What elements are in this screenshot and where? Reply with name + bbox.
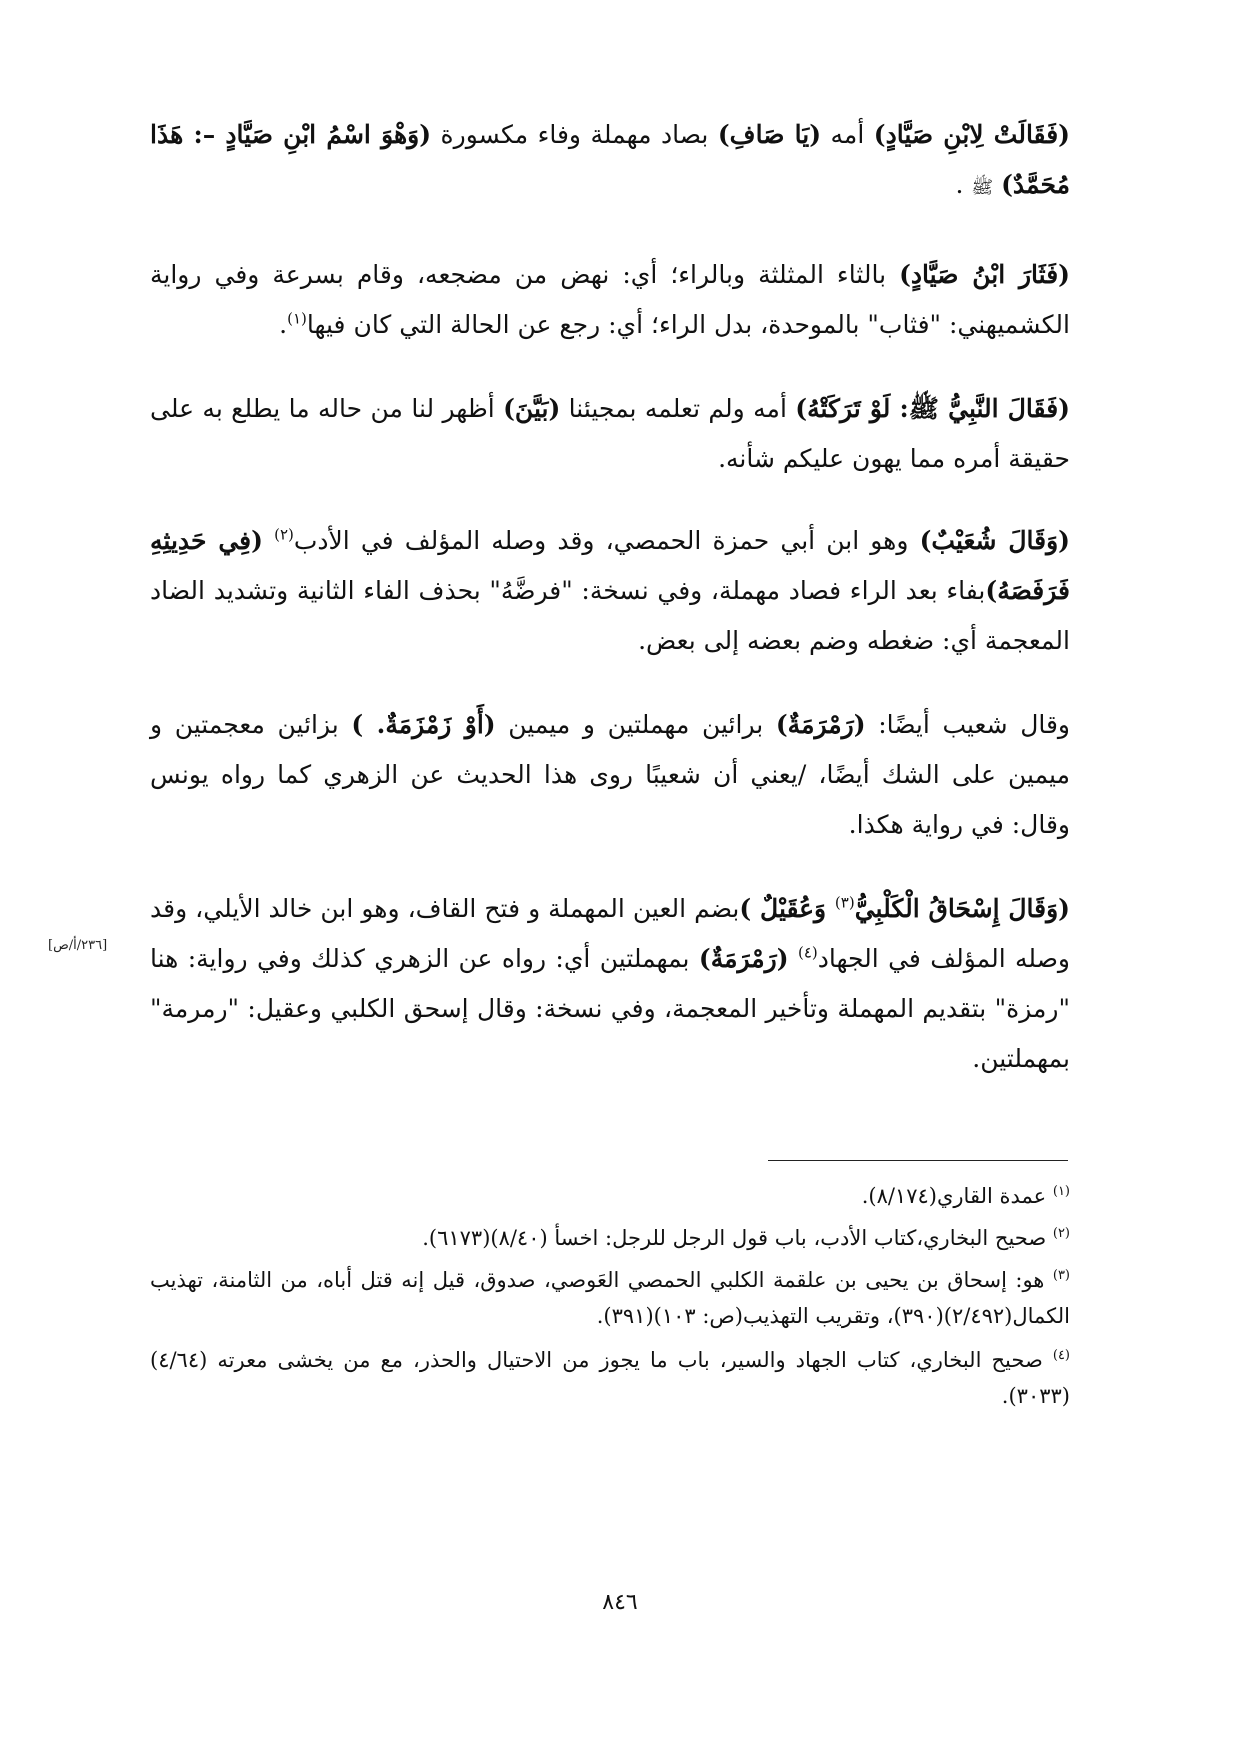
footnote-ref[interactable]: (٤) [797, 943, 818, 962]
hadith-text: (فَقَالَ النَّبِيُّ ﷺ: لَوْ تَرَكَتْهُ) [795, 394, 1070, 423]
footnote-mark: (٤) [1052, 1348, 1070, 1363]
paragraph-5 [150, 700, 1070, 850]
footnote-ref[interactable]: (٣) [834, 893, 855, 912]
commentary-text: برائين مهملتين و ميمين [495, 710, 776, 739]
hadith-text: (أَوْ زَمْزَمَةٌ. ) [351, 710, 496, 739]
salutation-glyph: ﷺ [971, 177, 994, 198]
page-number: ٨٤٦ [602, 1590, 638, 1615]
spacer-text [263, 526, 274, 555]
footnote-2 [150, 1220, 1070, 1256]
commentary-text: بضم العين المهملة و فتح القاف، وهو ابن خالد الأيلي، وقد وصله المؤلف في الجهاد [150, 894, 1071, 973]
commentary-text: وقال شعيب أيضًا: [865, 710, 1071, 739]
commentary-text: بمهملتين أي: رواه عن الزهري كذلك وفي رواية: هنا "رمزة" بتقديم المهملة وتأخير المعجمة، وفي نسخة: وقال إسحق الكلبي وعقيل: "رمرمة" بمهملتين. [150, 944, 1070, 1073]
footnote-text: هو: إسحاق بن يحيى بن علقمة الكلبي الحمصي العَوصي، صدوق، قيل إنه قتل أباه، من الثامنة، تهذيب الكمال(٢/٤٩٢)(٣٩٠)، وتقريب التهذيب(ص: ١٠٣)(٣٩١). [150, 1268, 1070, 1328]
footnote-text: عمدة القاري(٨/١٧٤). [861, 1184, 1053, 1208]
commentary-text: . [955, 170, 972, 199]
footnote-text: صحيح البخاري،كتاب الأدب، باب قول الرجل للرجل: اخسأ (٨/٤٠)(٦١٧٣). [422, 1226, 1053, 1250]
commentary-text: بصاد مهملة وفاء مكسورة [431, 120, 718, 149]
footnote-4 [150, 1342, 1070, 1414]
hadith-text: (وَقَالَ شُعَيْبٌ) [919, 526, 1070, 555]
margin-folio-note: [٢٣٦/أ/ص] [48, 938, 108, 953]
commentary-text: أمه [821, 120, 874, 149]
footnote-text: صحيح البخاري، كتاب الجهاد والسير، باب ما يجوز من الاحتيال والحذر، مع من يخشى معرته (٤/٦٤)(٣٠٣٣). [150, 1348, 1070, 1408]
hadith-text: (وَقَالَ إِسْحَاقُ الْكَلْبِيُّ [854, 894, 1070, 923]
commentary-text: بزائين معجمتين و ميمين على الشك أيضًا، /يعني أن شعيبًا روى هذا الحديث عن الزهري كما رواه يونس وقال: في رواية هكذا. [150, 710, 1070, 839]
paragraph-6 [150, 884, 1070, 1084]
paragraph-4 [150, 516, 1070, 666]
commentary-text: أظهر لنا من حاله ما يطلع به على حقيقة أمره مما يهون عليكم شأنه. [150, 394, 1070, 473]
hadith-text: وَعُقَيْلٌ ) [739, 894, 835, 923]
hadith-text: (رَمْرَمَةٌ) [698, 944, 789, 973]
hadith-text: (فَقَالَتْ لِابْنِ صَيَّادٍ) [873, 120, 1070, 149]
footnote-ref[interactable]: (١) [287, 309, 307, 328]
hadith-text: (فِي حَدِيثِهِ فَرَفَصَهُ) [150, 526, 1070, 605]
hadith-text: (وَهْوَ اسْمُ ابْنِ صَيَّادٍ –: هَذَا مُحَمَّدٌ) [150, 120, 1070, 199]
hadith-text: (فَثَارَ ابْنُ صَيَّادٍ) [899, 260, 1070, 289]
footnote-3 [150, 1262, 1070, 1334]
commentary-text: . [279, 310, 288, 339]
paragraph-2 [150, 250, 1070, 350]
paragraph-1 [150, 110, 1070, 213]
footnote-separator [768, 1160, 1068, 1161]
spacer-text [789, 944, 798, 973]
footnote-mark: (٣) [1052, 1268, 1070, 1283]
commentary-text: بالثاء المثلثة وبالراء؛ أي: نهض من مضجعه، وقام بسرعة وفي رواية الكشميهني: "فثاب" بالموحدة، بدل الراء؛ أي: رجع عن الحالة التي كان فيها [150, 260, 1070, 339]
footnote-mark: (١) [1052, 1184, 1070, 1199]
commentary-text: وهو ابن أبي حمزة الحمصي، وقد وصله المؤلف في الأدب [293, 526, 920, 555]
footnote-mark: (٢) [1052, 1226, 1070, 1241]
paragraph-3 [150, 384, 1070, 484]
commentary-text: أمه ولم تعلمه بمجيئنا [560, 394, 796, 423]
footnote-ref[interactable]: (٢) [274, 525, 294, 544]
hadith-text: (بَيَّنَ) [503, 394, 561, 423]
hadith-text: (رَمْرَمَةٌ) [775, 710, 866, 739]
footnote-1 [150, 1178, 1070, 1214]
commentary-text: بفاء بعد الراء فصاد مهملة، وفي نسخة: "فرضَّهُ" بحذف الفاء الثانية وتشديد الضاد المعجمة أي: ضغطه وضم بعضه إلى بعض. [150, 576, 1070, 655]
hadith-text: (يَا صَافِ) [717, 120, 822, 149]
